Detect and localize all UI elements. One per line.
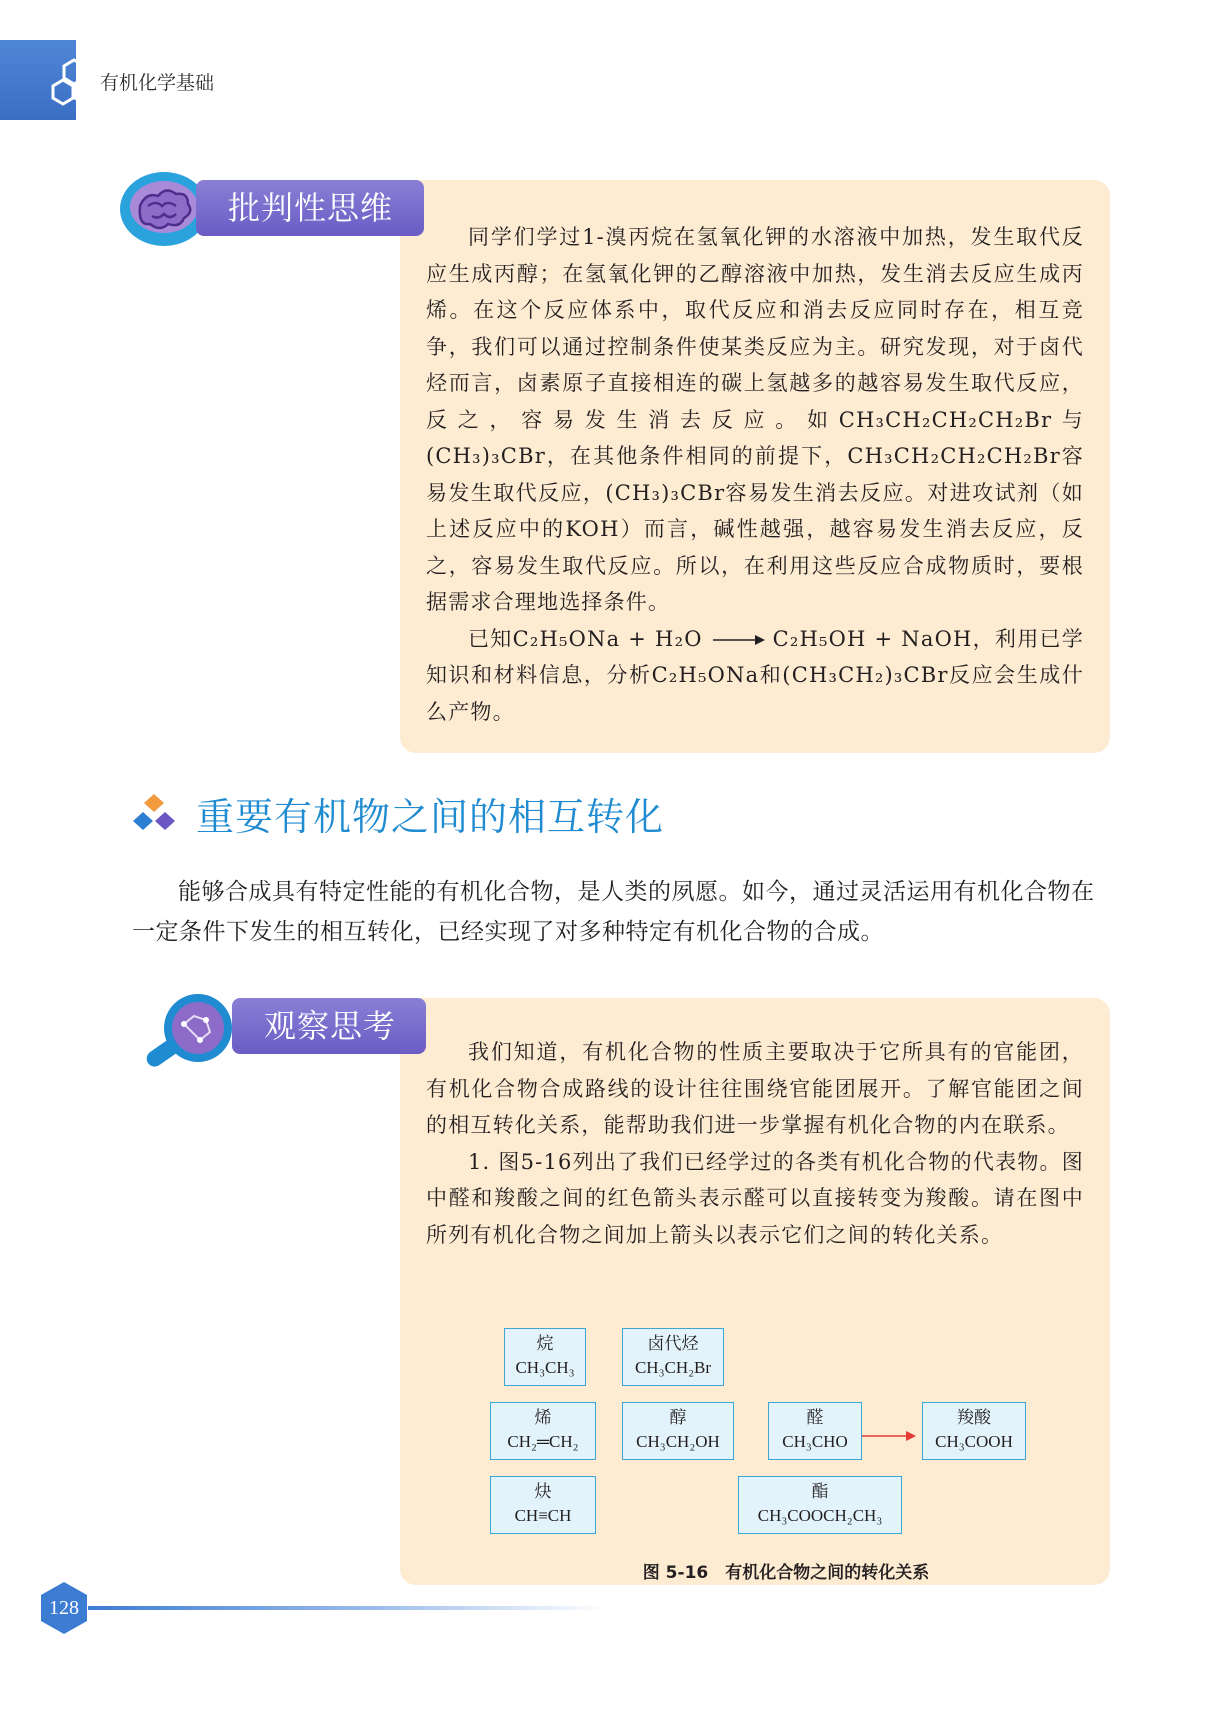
compound-box-alkane xyxy=(504,1328,586,1386)
compound-formula: CH₂═CH₂ xyxy=(507,1432,579,1451)
footer-rule xyxy=(88,1606,608,1610)
compound-formula: CH₃CH₃ xyxy=(515,1358,575,1377)
compound-formula: CH₃COOCH₂CH₃ xyxy=(757,1506,883,1525)
section-title: 重要有机物之间的相互转化 xyxy=(196,795,665,839)
compound-class-label: 羧酸 xyxy=(957,1408,991,1428)
text-segment: 同学们学过1-溴丙烷在氢氧化钾的水溶液中加热，发生取代反应生成丙醇；在氢氧化钾的乙醇溶液中加热，发生消去反应生成丙烯。在这个反应体系中，取代反应和消去反应同时存在，相互竞争，我们可以通过控制条件使某类反应为主。研究发现，对于卤代烃而言，卤素原子直接相连的碳上氢越多的越容易发生取代反应，反之，容易发生消去反应。如 xyxy=(426,225,1084,432)
formula-tert-butyl-bromide: (CH₃)₃CBr xyxy=(605,480,726,505)
text-segment: 与 xyxy=(1052,407,1085,432)
page-number: 128 xyxy=(49,1597,79,1619)
compound-box-alcohol xyxy=(622,1402,734,1460)
magnifier-icon xyxy=(140,984,238,1082)
reaction-arrow-icon xyxy=(711,633,765,647)
section-body xyxy=(132,872,1112,952)
text-segment: 已知 xyxy=(468,626,513,651)
formula-1-bromobutane: CH₃CH₂CH₂CH₂Br xyxy=(847,444,1061,468)
equation-reactants: C₂H₅ONa + H₂O xyxy=(512,626,703,651)
critical-thinking-paragraph-2 xyxy=(426,621,1084,731)
text-segment: 容易发生取代反应， xyxy=(426,444,1084,505)
compound-formula: CH₃CH₂OH xyxy=(636,1432,720,1451)
observe-think-paragraph-2: 1. 图5-16列出了我们已经学过的各类有机化合物的代表物。图中醛和羧酸之间的红色箭头表示醛可以直接转变为羧酸。请在图中所列有机化合物之间加上箭头以表示它们之间的转化关系。 xyxy=(426,1149,1084,1247)
text-segment: 容易发生消去反应。对进攻试剂（如上述反应中的KOH）而言，碱性越强，越容易发生消去反应，反之，容易发生取代反应。所以，在利用这些反应合成物质时，要根据需求合理地选择条件。 xyxy=(426,480,1085,614)
hexagon-logo-icon xyxy=(44,56,104,116)
figure-caption: 图 5-16 有机化合物之间的转化关系 xyxy=(642,1563,930,1583)
compound-formula: CH₃COOH xyxy=(935,1432,1013,1451)
observe-think-badge: 观察思考 xyxy=(232,998,426,1054)
equation-products: C₂H₅OH + NaOH xyxy=(772,626,973,651)
formula-tert-butyl-bromide: (CH₃)₃CBr xyxy=(426,444,546,468)
compound-box-aldehyde xyxy=(768,1402,862,1460)
critical-thinking-badge: 批判性思维 xyxy=(196,180,424,236)
compound-class-label: 烷 xyxy=(536,1334,554,1354)
formula-1-bromobutane: CH₃CH₂CH₂CH₂Br xyxy=(838,407,1053,432)
compound-formula: CH≡CH xyxy=(514,1506,572,1525)
critical-thinking-paragraph-1 xyxy=(426,219,1084,621)
compound-formula: CH₃CHO xyxy=(782,1432,848,1451)
compound-box-alkene xyxy=(490,1402,596,1460)
compound-formula: CH₃CH₂Br xyxy=(634,1358,712,1377)
observe-think-paragraph-1: 我们知道，有机化合物的性质主要取决于它所具有的官能团，有机化合物合成路线的设计往往围绕官能团展开。了解官能团之间的相互转化关系，能帮助我们进一步掌握有机化合物的内在联系。 xyxy=(426,1040,1084,1137)
section-paragraph: 能够合成具有特定性能的有机化合物，是人类的夙愿。如今，通过灵活运用有机化合物在一定条件下发生的相互转化，已经实现了对多种特定有机化合物的合成。 xyxy=(132,879,1095,945)
aldehyde-to-acid-arrow-icon xyxy=(860,1426,916,1446)
compound-class-label: 卤代烃 xyxy=(647,1334,699,1354)
text-segment: 反应会生成什么产物。 xyxy=(426,663,1085,724)
formula-sodium-ethoxide: C₂H₅ONa xyxy=(651,663,760,687)
compound-box-alkyne xyxy=(490,1476,596,1534)
observe-think-text xyxy=(426,1034,1084,1253)
critical-thinking-text xyxy=(426,219,1084,730)
book-title: 有机化学基础 xyxy=(100,72,215,94)
text-segment: ，在其他条件相同的前提下， xyxy=(545,444,848,468)
compound-class-label: 烯 xyxy=(534,1408,552,1428)
diamond-cluster-icon xyxy=(132,792,176,832)
text-segment: 和 xyxy=(759,663,783,687)
text-segment: ，利用已学知识和材料信息，分析 xyxy=(426,626,1084,687)
compound-class-label: 炔 xyxy=(534,1482,552,1502)
compound-box-ester xyxy=(738,1476,902,1534)
compound-class-label: 酯 xyxy=(811,1482,829,1502)
compound-box-haloalkane xyxy=(622,1328,724,1386)
compound-class-label: 醇 xyxy=(669,1408,687,1428)
compound-class-label: 醛 xyxy=(806,1408,824,1428)
compound-box-carboxylic-acid xyxy=(922,1402,1026,1460)
formula-triethylbromomethane: (CH₃CH₂)₃CBr xyxy=(782,663,949,687)
